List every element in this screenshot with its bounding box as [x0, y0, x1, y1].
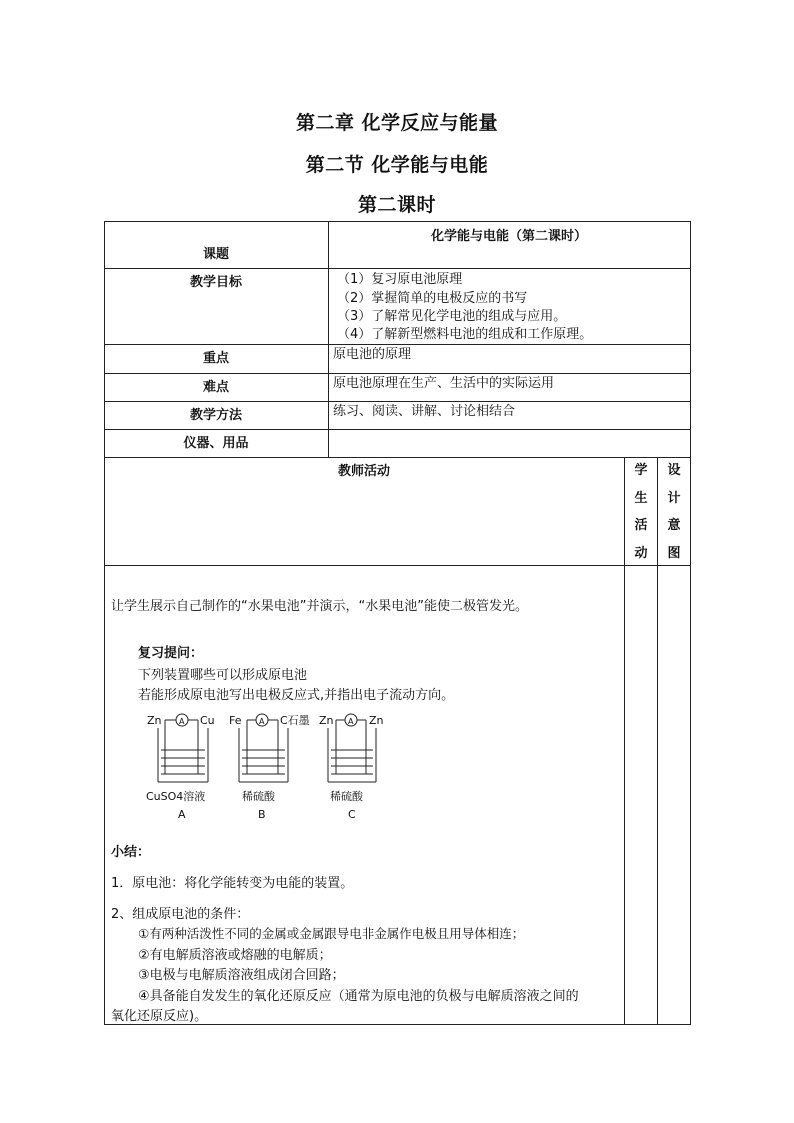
- ammeter-label: A: [259, 717, 265, 726]
- lesson-title: 第二课时: [357, 194, 436, 216]
- goal-item: （2）掌握简单的电极反应的书写: [337, 291, 528, 306]
- ammeter-label: A: [179, 717, 185, 726]
- section-title: 第二节 化学能与电能: [305, 154, 489, 176]
- electrode-label: Zn: [319, 714, 334, 727]
- header-char: 图: [667, 545, 681, 561]
- review-title: 复习提问：: [138, 646, 204, 661]
- header-char: 设: [667, 463, 681, 478]
- header-char: 活: [634, 518, 648, 533]
- solution-label: 稀硫酸: [242, 790, 275, 803]
- header-char: 意: [667, 518, 681, 533]
- cell-letter: A: [178, 808, 186, 821]
- row-divider: [104, 457, 691, 458]
- summary-item: 1．原电池：将化学能转变为电能的装置。: [111, 876, 354, 891]
- goal-item: （4）了解新型燃料电池的组成和工作原理。: [337, 327, 593, 342]
- goal-item: （3）了解常见化学电池的组成与应用。: [337, 309, 567, 324]
- header-char: 学: [634, 463, 648, 478]
- condition-tail: 氧化还原反应)。: [111, 1009, 208, 1024]
- header-char: 计: [667, 490, 681, 506]
- review-question: 下列装置哪些可以形成原电池: [138, 668, 308, 683]
- ammeter-label: A: [348, 717, 354, 726]
- header-char: 生: [634, 490, 648, 506]
- difficulty-label: 难点: [202, 380, 229, 395]
- table-border-right: [690, 221, 691, 1025]
- table-border-top: [104, 221, 691, 222]
- table-border-left: [104, 221, 105, 1025]
- summary-title: 小结：: [111, 845, 151, 860]
- header-char: 动: [634, 545, 648, 561]
- method-value: 练习、阅读、讲解、讨论相结合: [333, 404, 516, 419]
- electrode-label: C石墨: [280, 714, 310, 727]
- solution-label: 稀硫酸: [330, 790, 363, 803]
- galvanic-cells-diagram: [144, 706, 394, 822]
- column-divider: [328, 221, 329, 458]
- equipment-label: 仪器、用品: [183, 436, 249, 451]
- key-point-value: 原电池的原理: [333, 347, 412, 362]
- intro-text: 让学生展示自己制作的“水果电池”并演示，“水果电池”能使二极管发光。: [111, 599, 528, 614]
- row-divider: [104, 565, 691, 566]
- condition-item: ③电极与电解质溶液组成闭合回路；: [138, 968, 345, 983]
- row-divider: [104, 429, 691, 430]
- cell-letter: B: [258, 808, 266, 821]
- row-divider: [104, 268, 691, 269]
- design-intent-header: [659, 457, 689, 567]
- key-point-label: 重点: [202, 351, 229, 366]
- electrode-label: Fe: [229, 714, 242, 727]
- condition-item: ①有两种活泼性不同的金属或金属跟导电非金属作电极且用导体相连；: [138, 926, 525, 941]
- column-divider: [624, 457, 625, 1025]
- student-activity-header: [626, 457, 656, 567]
- condition-item: ④具备能自发发生的氧化还原反应（通常为原电池的负极与电解质溶液之间的: [138, 989, 579, 1004]
- topic-value: 化学能与电能（第二课时）: [430, 229, 587, 244]
- summary-item: 2、组成原电池的条件：: [111, 907, 250, 922]
- goals-label: 教学目标: [189, 275, 242, 290]
- condition-item: ②有电解质溶液或熔融的电解质；: [138, 948, 332, 963]
- teacher-activity-header: 教师活动: [337, 464, 390, 479]
- electrode-label: Zn: [369, 714, 384, 727]
- lesson-plan-table: [104, 221, 691, 1025]
- table-border-bottom: [104, 1024, 691, 1025]
- review-question: 若能形成原电池写出电极反应式,并指出电子流动方向。: [138, 688, 455, 703]
- topic-label: 课题: [202, 247, 229, 262]
- electrode-label: Cu: [200, 714, 215, 727]
- column-divider: [657, 457, 658, 1025]
- goal-item: （1）复习原电池原理: [337, 272, 463, 287]
- electrode-label: Zn: [147, 714, 162, 727]
- cell-letter: C: [348, 808, 356, 821]
- chapter-title: 第二章 化学反应与能量: [295, 112, 499, 134]
- solution-label: CuSO4溶液: [146, 790, 206, 803]
- method-label: 教学方法: [189, 408, 242, 423]
- difficulty-value: 原电池原理在生产、生活中的实际运用: [333, 376, 555, 391]
